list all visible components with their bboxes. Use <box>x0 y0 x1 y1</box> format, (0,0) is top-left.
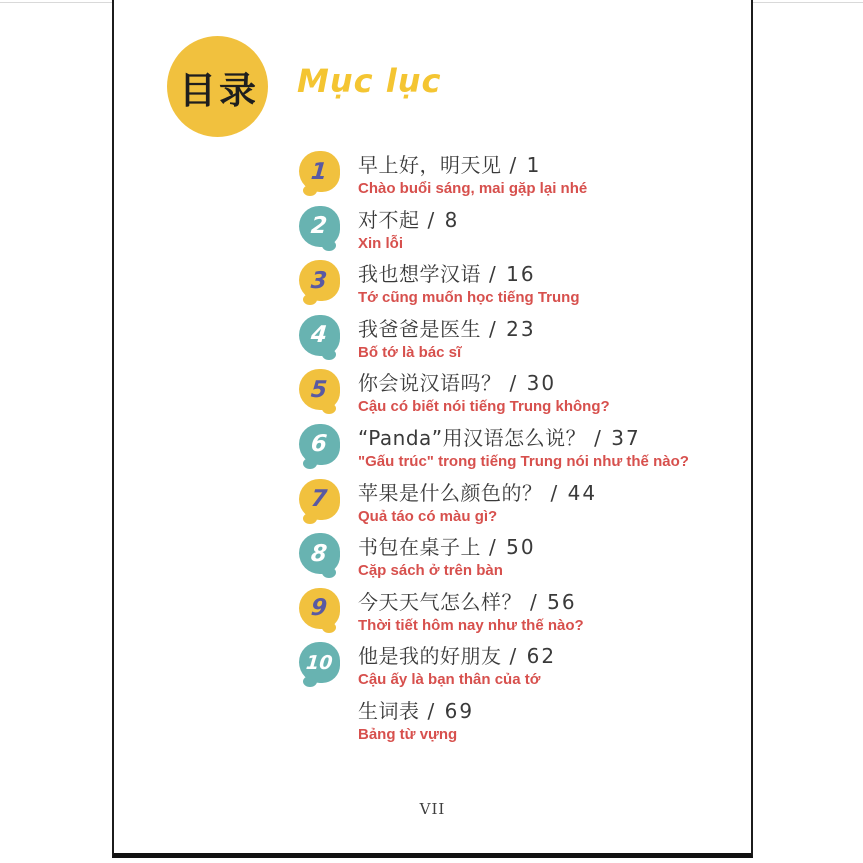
entry-number-badge: 8 <box>299 533 340 574</box>
toc-entry <box>299 315 689 370</box>
entry-number-badge: 4 <box>299 315 340 356</box>
folio-page-number: VII <box>419 800 446 818</box>
toc-entry <box>299 533 689 588</box>
entry-number-badge: 7 <box>299 479 340 520</box>
entry-page-number: / 37 <box>594 425 641 450</box>
toc-entry <box>299 260 689 315</box>
entry-title-zh: 书包在桌子上 / 50 <box>358 535 536 560</box>
toc-entry <box>299 424 689 479</box>
entry-title-vi: Tớ cũng muốn học tiếng Trung <box>358 289 580 307</box>
entry-title-vi: Thời tiết hôm nay như thế nào? <box>358 616 584 634</box>
entry-title-vi: Xin lỗi <box>358 234 403 252</box>
toc-entry <box>299 479 689 534</box>
entry-number-badge: 5 <box>299 369 340 410</box>
toc-entry <box>299 151 689 206</box>
entry-title-vi: "Gấu trúc" trong tiếng Trung nói như thế nào? <box>358 452 689 470</box>
entry-title-zh: “Panda”用汉语怎么说？ / 37 <box>358 425 641 450</box>
entry-page-number: / 44 <box>550 480 598 505</box>
entry-title-vi: Cặp sách ở trên bàn <box>358 562 503 580</box>
toc-entry-vocabulary <box>299 697 689 752</box>
entry-number-badge: 3 <box>299 260 340 301</box>
entry-title-zh: 你会说汉语吗？ / 30 <box>358 371 557 396</box>
entry-title-vi: Cậu có biết nói tiếng Trung không? <box>358 398 610 416</box>
entry-page-number: / 30 <box>509 371 557 396</box>
entry-title-vi: Bảng từ vựng <box>358 725 458 743</box>
entry-page-number: / 50 <box>489 535 536 560</box>
entry-title-zh: 他是我的好朋友 / 62 <box>358 644 557 669</box>
entry-title-vi: Bố tớ là bác sĩ <box>358 343 462 361</box>
entry-page-number: / 62 <box>509 644 557 669</box>
entry-title-zh: 苹果是什么颜色的？ / 44 <box>358 480 598 505</box>
entry-page-number: / 1 <box>509 153 542 177</box>
toc-title-chinese: 目录 <box>179 67 259 112</box>
entry-title-vi: Quả táo có màu gì? <box>358 507 498 525</box>
entry-page-number: / 16 <box>489 262 536 287</box>
entry-number-badge: 2 <box>299 206 340 247</box>
entry-title-zh: 早上好，明天见 / 1 <box>358 153 542 177</box>
entry-page-number: / 69 <box>427 698 475 723</box>
toc-title-vietnamese: Mục lục <box>297 62 442 100</box>
toc-entry <box>299 588 689 643</box>
entry-title-vi: Chào buổi sáng, mai gặp lại nhé <box>358 180 588 197</box>
entry-title-zh: 对不起 / 8 <box>358 207 460 232</box>
toc-entry <box>299 369 689 424</box>
entry-number-badge: 1 <box>299 151 340 192</box>
entry-title-zh: 今天天气怎么样？ / 56 <box>358 589 577 614</box>
entry-page-number: / 23 <box>489 316 536 341</box>
entry-title-zh: 我爸爸是医生 / 23 <box>358 316 536 341</box>
entry-title-zh: 生词表 / 69 <box>358 698 475 723</box>
entry-number-badge: 10 <box>299 642 340 683</box>
toc-entry <box>299 642 689 697</box>
toc-title-circle <box>167 36 268 137</box>
entry-title-zh: 我也想学汉语 / 16 <box>358 262 536 287</box>
toc-entry <box>299 206 689 261</box>
entry-title-vi: Cậu ấy là bạn thân của tớ <box>358 671 541 689</box>
entry-number-badge: 9 <box>299 588 340 629</box>
entry-page-number: / 56 <box>530 589 577 614</box>
entry-number-badge: 6 <box>299 424 340 465</box>
toc-list <box>299 151 689 752</box>
entry-page-number: / 8 <box>427 207 460 232</box>
